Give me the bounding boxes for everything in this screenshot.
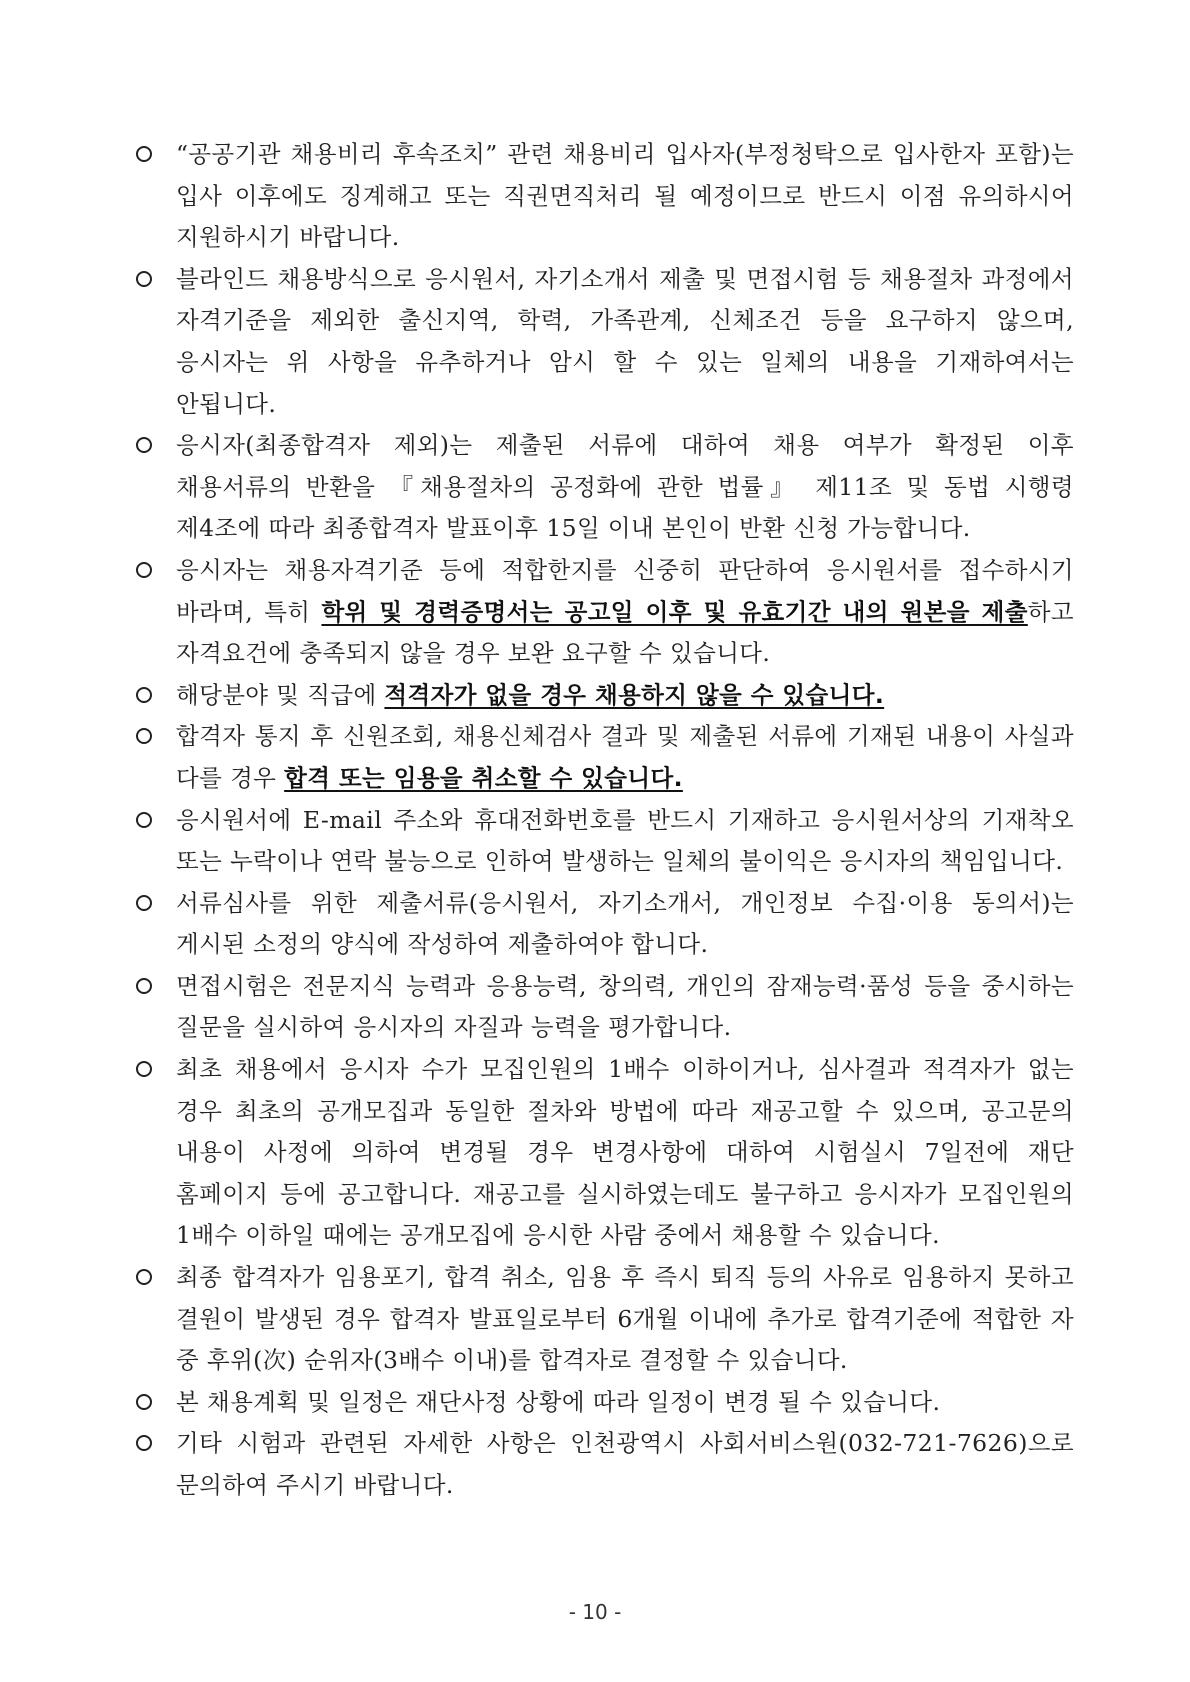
notice-text: 면접시험은 전문지식 능력과 응용능력, 창의력, 개인의 잠재능력·품성 등을 중시하는 질문을 실시하여 응시자의 자질과 능력을 평가합니다. xyxy=(176,971,1074,1042)
notice-text: 최초 채용에서 응시자 수가 모집인원의 1배수 이하이거나, 심사결과 적격자가 없는 경우 최초의 공개모집과 동일한 절차와 방법에 따라 재공고할 수 있으며, 공고문의 내용이 사정에 의하여 변경될 경우 변경사항에 대하여 시험실시 7일전에 재단 홈페이지 등에 공고합니다. 재공고를 실시하였는데도 불구하고 응시자가 모집인원의 1배수 이하일 때에는 공개모집에 응시한 사람 중에서 채용할 수 있습니다. xyxy=(176,1055,1074,1250)
circle-bullet-icon xyxy=(136,1435,152,1451)
circle-bullet-icon xyxy=(136,812,152,828)
notice-text: 응시원서에 E-mail 주소와 휴대전화번호를 반드시 기재하고 응시원서상의 기재착오 또는 누락이나 연락 불능으로 인하여 발생하는 일체의 불이익은 응시자의 책임입니다. xyxy=(176,805,1074,876)
list-item xyxy=(134,1049,1074,1257)
list-item xyxy=(134,1423,1074,1506)
notice-text-lead: 해당분야 및 직급에 xyxy=(176,680,385,709)
notice-text xyxy=(176,675,1074,717)
list-item xyxy=(134,966,1074,1049)
notice-text xyxy=(176,550,1074,675)
notice-emphasis: 학위 및 경력증명서는 공고일 이후 및 유효기간 내의 원본을 제출 xyxy=(321,597,1028,626)
circle-bullet-icon xyxy=(136,437,152,453)
list-item xyxy=(134,883,1074,966)
notice-text: 응시자(최종합격자 제외)는 제출된 서류에 대하여 채용 여부가 확정된 이후 채용서류의 반환을 『채용절차의 공정화에 관한 법률』 제11조 및 동법 시행령 제4조에 따라 최종합격자 발표이후 15일 이내 본인이 반환 신청 가능합니다. xyxy=(176,431,1074,543)
list-item xyxy=(134,800,1074,883)
notice-text-tail: 하고 자격요건에 충족되지 않을 경우 보완 요구할 수 있습니다. xyxy=(176,597,1074,668)
notice-text: 최종 합격자가 임용포기, 합격 취소, 임용 후 즉시 퇴직 등의 사유로 임용하지 못하고 결원이 발생된 경우 합격자 발표일로부터 6개월 이내에 추가로 합격기준에 적합한 자 중 후위(次) 순위자(3배수 이내)를 합격자로 결정할 수 있습니다. xyxy=(176,1263,1074,1375)
list-item xyxy=(134,1382,1074,1424)
notice-list xyxy=(134,134,1074,1507)
list-item xyxy=(134,716,1074,799)
notice-text-lead: 합격자 통지 후 신원조회, 채용신체검사 결과 및 제출된 서류에 기재된 내용이 사실과 다를 경우 xyxy=(176,722,1074,792)
circle-bullet-icon xyxy=(136,687,152,703)
circle-bullet-icon xyxy=(136,978,152,994)
circle-bullet-icon xyxy=(136,271,152,287)
list-item xyxy=(134,425,1074,550)
circle-bullet-icon xyxy=(136,1394,152,1410)
notice-text-lead: 응시자는 채용자격기준 등에 적합한지를 신중히 판단하여 응시원서를 접수하시기 바라며, 특히 xyxy=(176,555,1074,626)
list-item xyxy=(134,550,1074,675)
page-number: - 10 - xyxy=(568,1600,622,1624)
notice-text xyxy=(176,716,1074,799)
list-item xyxy=(134,134,1074,259)
list-item xyxy=(134,1257,1074,1382)
list-item xyxy=(134,259,1074,425)
circle-bullet-icon xyxy=(136,728,152,744)
circle-bullet-icon xyxy=(136,562,152,578)
notice-emphasis: 적격자가 없을 경우 채용하지 않을 수 있습니다. xyxy=(384,680,885,709)
list-item xyxy=(134,675,1074,717)
circle-bullet-icon xyxy=(136,1061,152,1077)
circle-bullet-icon xyxy=(136,1269,152,1285)
notice-text: 본 채용계획 및 일정은 재단사정 상황에 따라 일정이 변경 될 수 있습니다. xyxy=(176,1387,941,1416)
notice-emphasis: 합격 또는 임용을 취소할 수 있습니다. xyxy=(284,763,683,792)
circle-bullet-icon xyxy=(136,146,152,162)
notice-text: 기타 시험과 관련된 자세한 사항은 인천광역시 사회서비스원(032-721-7626)으로 문의하여 주시기 바랍니다. xyxy=(176,1429,1074,1499)
circle-bullet-icon xyxy=(136,895,152,911)
notice-text: 블라인드 채용방식으로 응시원서, 자기소개서 제출 및 면접시험 등 채용절차 과정에서 자격기준을 제외한 출신지역, 학력, 가족관계, 신체조건 등을 요구하지 않으며, 응시자는 위 사항을 유추하거나 암시 할 수 있는 일체의 내용을 기재하여서는 안됩니다. xyxy=(176,264,1074,418)
notice-text: “공공기관 채용비리 후속조치” 관련 채용비리 입사자(부정청탁으로 입사한자 포함)는 입사 이후에도 징계해고 또는 직권면직처리 될 예정이므로 반드시 이점 유의하시어 지원하시기 바랍니다. xyxy=(176,140,1074,252)
notice-text: 서류심사를 위한 제출서류(응시원서, 자기소개서, 개인정보 수집·이용 동의서)는 게시된 소정의 양식에 작성하여 제출하여야 합니다. xyxy=(176,888,1074,959)
